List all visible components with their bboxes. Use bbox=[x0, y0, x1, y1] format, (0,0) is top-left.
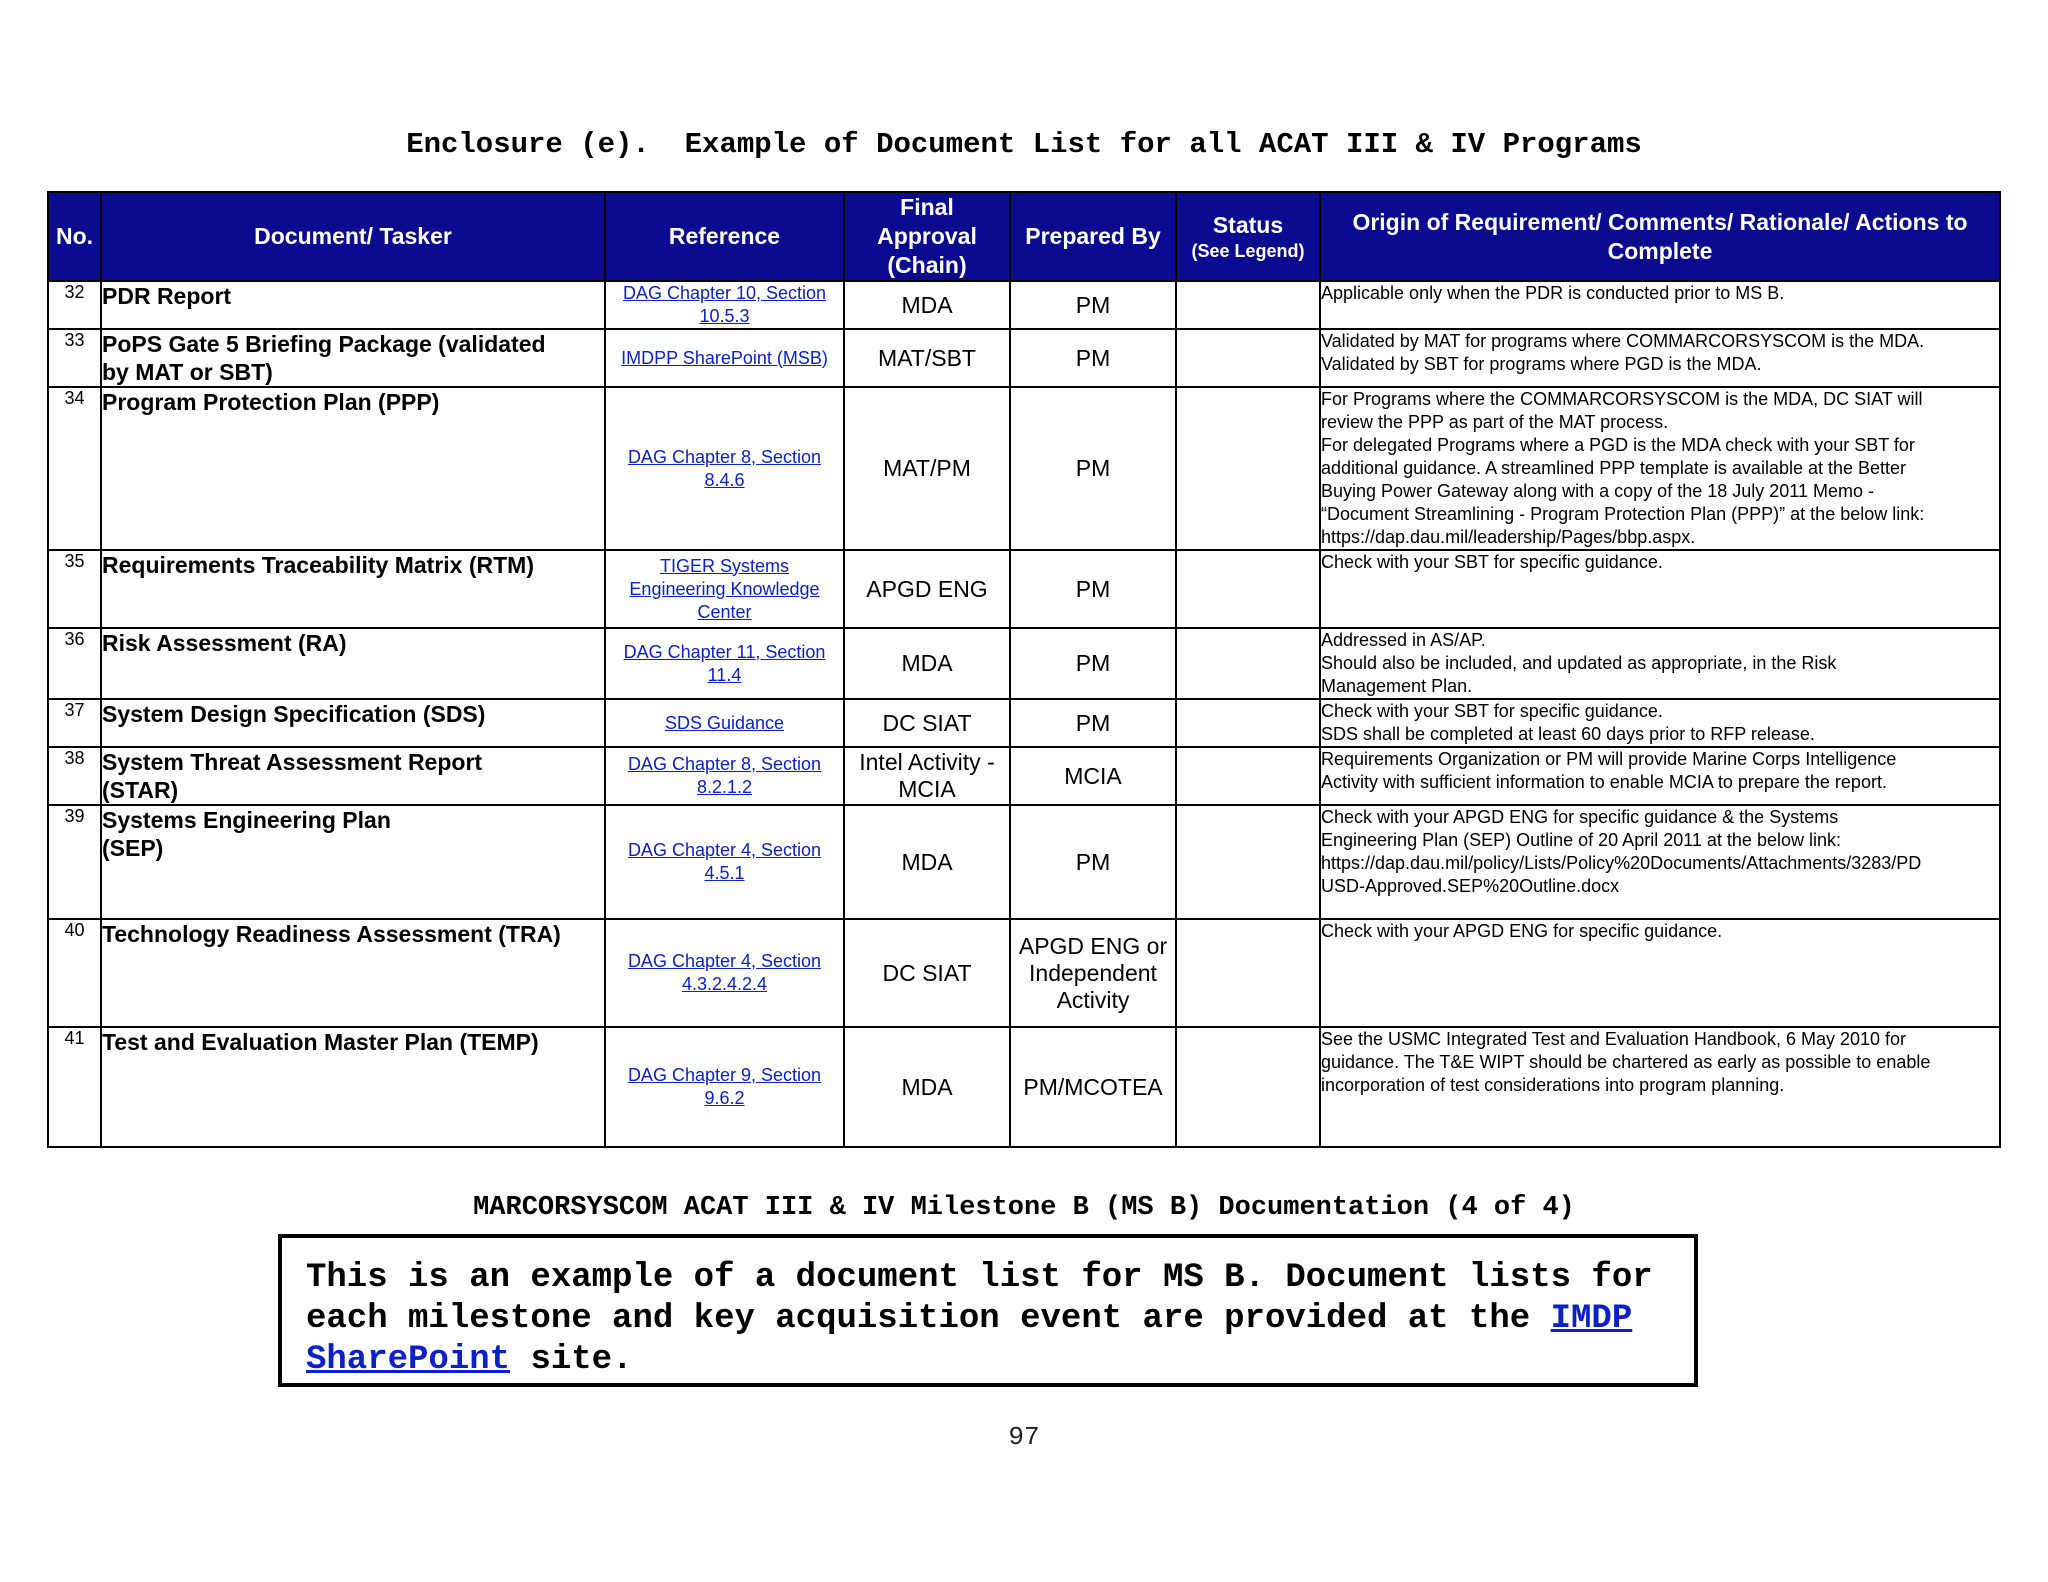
table-row bbox=[48, 1027, 2000, 1147]
reference-cell bbox=[605, 550, 844, 628]
header-task: Document/ Tasker bbox=[101, 192, 605, 281]
status-cell bbox=[1176, 919, 1320, 1027]
prepared-by-cell bbox=[1010, 281, 1176, 329]
note-box bbox=[278, 1234, 1698, 1387]
origin-cell bbox=[1320, 550, 2000, 628]
prepared-by-text: PM bbox=[1075, 709, 1111, 736]
origin-text: Validated by MAT for programs where COMMARCORSYSCOM is the MDA. bbox=[1321, 331, 1925, 351]
origin-cell bbox=[1320, 387, 2000, 550]
final-approval-text: Intel Activity - bbox=[859, 749, 995, 775]
header-approval-line: (Chain) bbox=[887, 252, 967, 278]
status-cell bbox=[1176, 805, 1320, 919]
reference-link[interactable]: IMDPP SharePoint (MSB) bbox=[621, 347, 828, 368]
final-approval-cell bbox=[844, 1027, 1010, 1147]
origin-text: review the PPP as part of the MAT process. bbox=[1321, 412, 1669, 432]
origin-text: Validated by SBT for programs where PGD is the MDA. bbox=[1321, 354, 1762, 374]
prepared-by-cell bbox=[1010, 550, 1176, 628]
document-tasker-cell bbox=[101, 919, 605, 1027]
final-approval-cell bbox=[844, 628, 1010, 699]
reference-link[interactable]: DAG Chapter 4, Section bbox=[627, 840, 822, 860]
prepared-by-cell bbox=[1010, 919, 1176, 1027]
table-row bbox=[48, 747, 2000, 805]
origin-text: Applicable only when the PDR is conducted prior to MS B. bbox=[1321, 283, 1785, 303]
document-tasker-cell bbox=[101, 805, 605, 919]
document-tasker-cell bbox=[101, 387, 605, 550]
origin-cell bbox=[1320, 281, 2000, 329]
row-number: 36 bbox=[48, 628, 101, 699]
prepared-by-cell bbox=[1010, 628, 1176, 699]
prepared-by-cell bbox=[1010, 1027, 1176, 1147]
header-approval bbox=[844, 192, 1010, 281]
header-no: No. bbox=[48, 192, 101, 281]
origin-text: guidance. The T&E WIPT should be chartered as early as possible to enable bbox=[1321, 1052, 1931, 1072]
header-status-legend: (See Legend) bbox=[1191, 241, 1305, 261]
document-tasker-cell bbox=[101, 628, 605, 699]
reference-link[interactable]: Engineering Knowledge bbox=[629, 578, 820, 599]
final-approval-cell bbox=[844, 281, 1010, 329]
final-approval-text: DC SIAT bbox=[882, 709, 972, 736]
origin-text: Management Plan. bbox=[1321, 676, 1473, 696]
header-approval-line: Approval bbox=[877, 223, 977, 249]
prepared-by-cell bbox=[1010, 387, 1176, 550]
final-approval-cell bbox=[844, 550, 1010, 628]
document-tasker-cell bbox=[101, 747, 605, 805]
header-status-label: Status bbox=[1212, 212, 1284, 238]
reference-link[interactable]: DAG Chapter 11, Section bbox=[623, 641, 826, 662]
status-cell bbox=[1176, 387, 1320, 550]
reference-link[interactable]: DAG Chapter 9, Section bbox=[627, 1065, 822, 1085]
document-tasker-text: by MAT or SBT) bbox=[102, 359, 273, 385]
document-tasker-text: System Design Specification (SDS) bbox=[102, 701, 486, 727]
origin-cell bbox=[1320, 919, 2000, 1027]
header-origin-line: Complete bbox=[1607, 237, 1713, 264]
row-number: 41 bbox=[48, 1027, 101, 1147]
prepared-by-text: MCIA bbox=[1064, 762, 1122, 789]
final-approval-cell bbox=[844, 919, 1010, 1027]
origin-text: Engineering Plan (SEP) Outline of 20 April 2011 at the below link: bbox=[1321, 830, 1841, 850]
header-prepared-by: Prepared By bbox=[1010, 192, 1176, 281]
origin-text: Check with your SBT for specific guidance. bbox=[1321, 552, 1663, 572]
table-row bbox=[48, 329, 2000, 387]
final-approval-text: DC SIAT bbox=[882, 959, 972, 986]
page-number: 97 bbox=[1008, 1422, 1040, 1452]
reference-cell bbox=[605, 387, 844, 550]
reference-cell bbox=[605, 699, 844, 747]
document-list-table bbox=[47, 191, 2001, 1148]
document-tasker-text: Test and Evaluation Master Plan (TEMP) bbox=[102, 1029, 539, 1055]
final-approval-text: MCIA bbox=[898, 776, 956, 802]
reference-link[interactable]: DAG Chapter 10, Section bbox=[622, 283, 827, 303]
final-approval-text: MDA bbox=[901, 1073, 953, 1100]
reference-link[interactable]: DAG Chapter 4, Section bbox=[627, 951, 822, 971]
document-tasker-cell bbox=[101, 281, 605, 329]
origin-text: Check with your SBT for specific guidance. bbox=[1321, 701, 1663, 721]
origin-text: https://dap.dau.mil/leadership/Pages/bbp.aspx. bbox=[1321, 527, 1696, 547]
reference-link[interactable]: 11.4 bbox=[707, 664, 742, 685]
origin-cell bbox=[1320, 628, 2000, 699]
status-cell bbox=[1176, 628, 1320, 699]
row-number: 33 bbox=[48, 329, 101, 387]
prepared-by-text: PM/MCOTEA bbox=[1023, 1073, 1163, 1100]
status-cell bbox=[1176, 329, 1320, 387]
origin-text: For Programs where the COMMARCORSYSCOM is the MDA, DC SIAT will bbox=[1321, 389, 1923, 409]
origin-text: For delegated Programs where a PGD is the MDA check with your SBT for bbox=[1321, 435, 1915, 455]
reference-link[interactable]: 4.3.2.4.2.4 bbox=[681, 974, 768, 994]
reference-cell bbox=[605, 805, 844, 919]
note-text-before: This is an example of a document list for MS B. Document lists for each milestone and key acquisition event are provided at the bbox=[306, 1259, 1653, 1338]
table-row bbox=[48, 628, 2000, 699]
reference-link[interactable]: 8.2.1.2 bbox=[696, 777, 753, 797]
document-tasker-text: Requirements Traceability Matrix (RTM) bbox=[102, 552, 534, 578]
reference-link[interactable]: SDS Guidance bbox=[664, 712, 785, 733]
imdp-sharepoint-link[interactable]: IMDP SharePoint bbox=[306, 1300, 1633, 1379]
document-tasker-text: (STAR) bbox=[102, 777, 179, 803]
reference-link[interactable]: Center bbox=[697, 601, 752, 622]
reference-cell bbox=[605, 329, 844, 387]
document-tasker-text: Program Protection Plan (PPP) bbox=[102, 389, 440, 415]
document-tasker-text: System Threat Assessment Report bbox=[102, 749, 483, 775]
origin-text: Should also be included, and updated as appropriate, in the Risk bbox=[1321, 653, 1837, 673]
origin-text: incorporation of test considerations into program planning. bbox=[1321, 1075, 1785, 1095]
document-tasker-cell bbox=[101, 1027, 605, 1147]
origin-cell bbox=[1320, 329, 2000, 387]
status-cell bbox=[1176, 281, 1320, 329]
final-approval-text: MAT/SBT bbox=[878, 344, 976, 371]
status-cell bbox=[1176, 699, 1320, 747]
reference-link[interactable]: DAG Chapter 8, Section bbox=[627, 754, 822, 774]
note-text-after: site. bbox=[510, 1341, 633, 1379]
table-row bbox=[48, 281, 2000, 329]
origin-text: https://dap.dau.mil/policy/Lists/Policy%20Documents/Attachments/3283/PD bbox=[1321, 853, 1922, 873]
reference-cell bbox=[605, 1027, 844, 1147]
origin-text: Buying Power Gateway along with a copy of the 18 July 2011 Memo - bbox=[1321, 481, 1874, 501]
origin-text: “Document Streamlining - Program Protection Plan (PPP)” at the below link: bbox=[1321, 504, 1925, 524]
document-tasker-text: PDR Report bbox=[102, 283, 232, 309]
prepared-by-cell bbox=[1010, 699, 1176, 747]
reference-link[interactable]: DAG Chapter 8, Section bbox=[627, 446, 822, 467]
status-cell bbox=[1176, 747, 1320, 805]
row-number: 34 bbox=[48, 387, 101, 550]
page-title: Enclosure (e). Example of Document List for all ACAT III & IV Programs bbox=[406, 128, 1642, 161]
reference-cell bbox=[605, 281, 844, 329]
reference-link[interactable]: 9.6.2 bbox=[704, 1088, 745, 1108]
reference-link[interactable]: 4.5.1 bbox=[704, 863, 745, 883]
prepared-by-cell bbox=[1010, 805, 1176, 919]
final-approval-cell bbox=[844, 699, 1010, 747]
prepared-by-text: Independent bbox=[1029, 959, 1157, 986]
document-tasker-cell bbox=[101, 550, 605, 628]
origin-text: Check with your APGD ENG for specific guidance. bbox=[1321, 921, 1723, 941]
final-approval-text: MDA bbox=[901, 650, 953, 676]
origin-cell bbox=[1320, 1027, 2000, 1147]
prepared-by-text: Activity bbox=[1056, 986, 1130, 1013]
status-cell bbox=[1176, 550, 1320, 628]
final-approval-text: MDA bbox=[901, 848, 953, 875]
document-tasker-cell bbox=[101, 329, 605, 387]
table-row bbox=[48, 550, 2000, 628]
final-approval-cell bbox=[844, 747, 1010, 805]
final-approval-cell bbox=[844, 329, 1010, 387]
document-tasker-text: PoPS Gate 5 Briefing Package (validated bbox=[102, 331, 546, 357]
document-tasker-text: Technology Readiness Assessment (TRA) bbox=[102, 921, 561, 947]
table-row bbox=[48, 919, 2000, 1027]
origin-text: Check with your APGD ENG for specific guidance & the Systems bbox=[1321, 807, 1839, 827]
prepared-by-text: PM bbox=[1075, 848, 1111, 875]
reference-link[interactable]: 8.4.6 bbox=[704, 469, 745, 490]
document-tasker-text: (SEP) bbox=[102, 835, 164, 861]
final-approval-text: MAT/PM bbox=[883, 455, 971, 481]
origin-text: SDS shall be completed at least 60 days prior to RFP release. bbox=[1321, 724, 1815, 744]
reference-link[interactable]: TIGER Systems bbox=[659, 555, 789, 576]
row-number: 38 bbox=[48, 747, 101, 805]
origin-text: Requirements Organization or PM will provide Marine Corps Intelligence bbox=[1321, 749, 1897, 769]
prepared-by-cell bbox=[1010, 747, 1176, 805]
prepared-by-text: PM bbox=[1075, 650, 1111, 676]
header-origin bbox=[1320, 192, 2000, 281]
reference-cell bbox=[605, 628, 844, 699]
table-header-row bbox=[48, 192, 2000, 281]
final-approval-cell bbox=[844, 387, 1010, 550]
origin-cell bbox=[1320, 805, 2000, 919]
prepared-by-text: APGD ENG or bbox=[1018, 932, 1168, 959]
origin-text: See the USMC Integrated Test and Evaluation Handbook, 6 May 2010 for bbox=[1321, 1029, 1907, 1049]
origin-text: USD-Approved.SEP%20Outline.docx bbox=[1321, 876, 1620, 896]
origin-text: additional guidance. A streamlined PPP template is available at the Better bbox=[1321, 458, 1907, 478]
final-approval-cell bbox=[844, 805, 1010, 919]
row-number: 39 bbox=[48, 805, 101, 919]
reference-link[interactable]: 10.5.3 bbox=[699, 306, 750, 326]
final-approval-text: APGD ENG bbox=[866, 575, 988, 602]
header-approval-line: Final bbox=[900, 194, 954, 220]
document-tasker-cell bbox=[101, 699, 605, 747]
row-number: 40 bbox=[48, 919, 101, 1027]
prepared-by-text: PM bbox=[1075, 291, 1111, 318]
row-number: 37 bbox=[48, 699, 101, 747]
table-row bbox=[48, 699, 2000, 747]
prepared-by-cell bbox=[1010, 329, 1176, 387]
origin-cell bbox=[1320, 747, 2000, 805]
header-status bbox=[1176, 192, 1320, 281]
table-row bbox=[48, 805, 2000, 919]
reference-cell bbox=[605, 747, 844, 805]
origin-text: Activity with sufficient information to enable MCIA to prepare the report. bbox=[1321, 772, 1887, 792]
final-approval-text: MDA bbox=[901, 291, 953, 318]
prepared-by-text: PM bbox=[1075, 455, 1111, 481]
prepared-by-text: PM bbox=[1075, 344, 1111, 371]
status-cell bbox=[1176, 1027, 1320, 1147]
document-tasker-text: Systems Engineering Plan bbox=[102, 807, 391, 833]
prepared-by-text: PM bbox=[1075, 575, 1111, 602]
origin-cell bbox=[1320, 699, 2000, 747]
row-number: 35 bbox=[48, 550, 101, 628]
table-row bbox=[48, 387, 2000, 550]
row-number: 32 bbox=[48, 281, 101, 329]
header-reference: Reference bbox=[605, 192, 844, 281]
origin-text: Addressed in AS/AP. bbox=[1321, 630, 1486, 650]
header-origin-line: Origin of Requirement/ Comments/ Rationale/ Actions to bbox=[1352, 208, 1968, 235]
document-tasker-text: Risk Assessment (RA) bbox=[102, 630, 347, 656]
reference-cell bbox=[605, 919, 844, 1027]
section-subtitle: MARCORSYSCOM ACAT III & IV Milestone B (MS B) Documentation (4 of 4) bbox=[473, 1193, 1575, 1223]
